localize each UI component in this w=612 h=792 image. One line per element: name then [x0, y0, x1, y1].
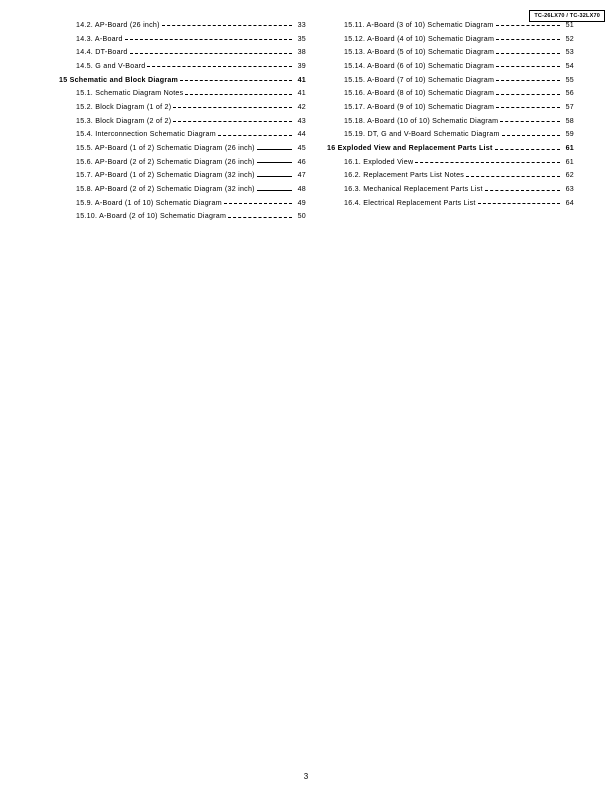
toc-leader-line: [228, 217, 292, 218]
toc-entry-title: [76, 212, 226, 220]
toc-entry-title: [76, 48, 128, 56]
toc-entry[interactable]: [326, 128, 574, 142]
toc-entry-text: A-Board (8 of 10) Schematic Diagram: [367, 89, 495, 98]
toc-leader-line: [495, 149, 560, 150]
toc-entry-number: 15.2.: [76, 102, 94, 111]
toc-entry[interactable]: [58, 182, 306, 196]
toc-leader-line: [496, 94, 560, 95]
toc-entry-number: 15.5.: [76, 144, 94, 153]
toc-entry[interactable]: [326, 169, 574, 183]
toc-entry-number: 15.7.: [76, 171, 94, 180]
toc-entry-text: Electrical Replacement Parts List: [363, 198, 476, 207]
toc-entry-number: 15.10.: [76, 212, 98, 221]
toc-entry[interactable]: [326, 100, 574, 114]
toc-entry-text: A-Board: [94, 34, 123, 43]
toc-entry[interactable]: [58, 114, 306, 128]
toc-page-number: 51: [565, 20, 574, 29]
toc-entry[interactable]: [326, 155, 574, 169]
toc-entry-number: 15.9.: [76, 198, 94, 207]
toc-entry[interactable]: [326, 18, 574, 32]
toc-entry[interactable]: [58, 128, 306, 142]
toc-leader-line: [257, 176, 292, 177]
toc-page-number: 62: [565, 171, 574, 180]
toc-entry-text: Replacement Parts List Notes: [363, 171, 465, 180]
toc-page-number: 55: [565, 75, 574, 84]
toc-entry-number: 15.11.: [344, 20, 365, 29]
toc-column-left: [58, 18, 306, 223]
toc-page-number: 41: [297, 89, 306, 98]
toc-entry[interactable]: [58, 196, 306, 210]
toc-entry-number: 15.19.: [344, 130, 366, 139]
toc-leader-line: [224, 203, 292, 204]
toc-page-number: 50: [297, 212, 306, 221]
toc-page-number: 41: [297, 75, 306, 84]
toc-entry-text: AP-Board (2 of 2) Schematic Diagram (26 inch): [94, 157, 255, 166]
toc-entry-number: 15.17.: [344, 102, 366, 111]
toc-entry-text: AP-Board (2 of 2) Schematic Diagram (32 inch): [94, 185, 255, 194]
toc-entry-number: 16: [327, 144, 336, 153]
toc-entry-text: A-Board (2 of 10) Schematic Diagram: [99, 212, 227, 221]
toc-entry[interactable]: [58, 18, 306, 32]
toc-leader-line: [125, 39, 292, 40]
toc-entry-title: [76, 62, 145, 70]
toc-page-number: 43: [297, 116, 306, 125]
toc-leader-line: [496, 80, 560, 81]
toc-entry[interactable]: [58, 45, 306, 59]
toc-entry-text: Block Diagram (2 of 2): [95, 116, 172, 125]
toc-entry-text: AP-Board (26 inch): [94, 20, 160, 29]
toc-entry[interactable]: [58, 86, 306, 100]
toc-entry-text: Interconnection Schematic Diagram: [95, 130, 216, 139]
toc-entry[interactable]: [326, 86, 574, 100]
toc-leader-line: [496, 66, 560, 67]
toc-entry-title: [76, 171, 255, 179]
toc-leader-line: [173, 107, 292, 108]
toc-leader-line: [180, 80, 292, 81]
toc-entry-number: 16.2.: [344, 171, 362, 180]
toc-page-number: 54: [565, 61, 574, 70]
toc-page-number: 35: [297, 34, 306, 43]
toc-entry-number: 14.5.: [76, 61, 94, 70]
toc-entry[interactable]: [58, 210, 306, 224]
toc-entry[interactable]: [326, 114, 574, 128]
toc-entry-number: 15.15.: [344, 75, 366, 84]
toc-entry[interactable]: [58, 59, 306, 73]
toc-chapter-entry[interactable]: [326, 141, 574, 155]
toc-page-number: 61: [565, 157, 574, 166]
toc-leader-line: [185, 94, 292, 95]
toc-entry-text: Schematic and Block Diagram: [69, 75, 179, 84]
toc-entry-number: 14.3.: [76, 34, 94, 43]
toc-entry-text: A-Board (1 of 10) Schematic Diagram: [94, 198, 222, 207]
toc-page-number: 58: [565, 116, 574, 125]
toc-page-number: 38: [297, 48, 306, 57]
toc-entry-title: [76, 103, 171, 111]
toc-entry-text: AP-Board (1 of 2) Schematic Diagram (32 inch): [94, 171, 255, 180]
toc-entry-number: 16.3.: [344, 185, 362, 194]
toc-entry-title: [76, 158, 255, 166]
toc-leader-line: [485, 190, 560, 191]
toc-page-number: 63: [565, 185, 574, 194]
toc-entry-number: 15.12.: [344, 34, 366, 43]
toc-page-number: 47: [297, 171, 306, 180]
toc-entry-number: 15: [59, 75, 68, 84]
toc-entry-number: 14.2.: [76, 20, 94, 29]
toc-entry-number: 14.4.: [76, 48, 94, 57]
toc-page-number: 49: [297, 198, 306, 207]
toc-entry-text: Exploded View: [363, 157, 414, 166]
toc-page-number: 45: [297, 144, 306, 153]
toc-entry-title: [344, 48, 494, 56]
toc-chapter-entry[interactable]: [58, 73, 306, 87]
toc-entry-title: [344, 171, 464, 179]
toc-leader-line: [257, 149, 292, 150]
toc-leader-line: [466, 176, 560, 177]
toc-entry-text: DT, G and V-Board Schematic Diagram: [367, 130, 500, 139]
toc-leader-line: [130, 53, 292, 54]
toc-entry-title: [344, 130, 500, 138]
toc-entry-title: [344, 21, 494, 29]
toc-entry-title: [344, 62, 494, 70]
toc-page-number: 52: [565, 34, 574, 43]
toc-entry[interactable]: [58, 141, 306, 155]
toc-leader-line: [415, 162, 560, 163]
toc-leader-line: [478, 203, 560, 204]
toc-leader-line: [257, 162, 292, 163]
toc-page-number: 64: [565, 198, 574, 207]
toc-entry-text: Exploded View and Replacement Parts List: [337, 144, 493, 153]
toc-page-number: 57: [565, 102, 574, 111]
toc-page-number: 42: [297, 102, 306, 111]
toc-entry[interactable]: [326, 73, 574, 87]
toc-entry[interactable]: [326, 196, 574, 210]
toc-entry[interactable]: [326, 32, 574, 46]
toc-entry-title: [344, 199, 476, 207]
toc-entry-title: [76, 199, 222, 207]
toc-entry-number: 15.16.: [344, 89, 366, 98]
toc-page-number: 53: [565, 48, 574, 57]
toc-entry[interactable]: [326, 59, 574, 73]
toc-entry-title: [76, 117, 171, 125]
toc-entry-title: [76, 130, 216, 138]
toc-entry-text: Schematic Diagram Notes: [95, 89, 184, 98]
toc-column-right: [326, 18, 574, 210]
toc-entry-number: 16.1.: [344, 157, 362, 166]
toc-entry-number: 15.8.: [76, 185, 94, 194]
toc-page-number: 59: [565, 130, 574, 139]
toc-entry-text: A-Board (6 of 10) Schematic Diagram: [367, 61, 495, 70]
toc-entry-title: [344, 35, 494, 43]
toc-entry-number: 15.14.: [344, 61, 366, 70]
toc-entry-number: 15.3.: [76, 116, 94, 125]
toc-entry-text: DT-Board: [95, 48, 128, 57]
toc-entry-title: [76, 35, 123, 43]
toc-leader-line: [218, 135, 292, 136]
toc-entry-title: [59, 76, 178, 84]
toc-entry-title: [344, 89, 494, 97]
toc-entry[interactable]: [326, 45, 574, 59]
toc-page-number: 33: [297, 20, 306, 29]
toc-page-number: 61: [565, 144, 574, 153]
toc-entry-text: A-Board (10 of 10) Schematic Diagram: [367, 116, 499, 125]
toc-entry-number: 16.4.: [344, 198, 362, 207]
toc-entry-title: [344, 185, 483, 193]
toc-entry-title: [76, 185, 255, 193]
toc-leader-line: [496, 39, 560, 40]
toc-entry[interactable]: [58, 155, 306, 169]
toc-entry-title: [344, 103, 494, 111]
toc-entry-text: A-Board (4 of 10) Schematic Diagram: [367, 34, 495, 43]
toc-entry-number: 15.6.: [76, 157, 94, 166]
toc-entry-title: [76, 89, 183, 97]
toc-entry-title: [344, 158, 413, 166]
toc-leader-line: [162, 25, 292, 26]
page-number: 3: [303, 772, 309, 781]
toc-entry-text: AP-Board (1 of 2) Schematic Diagram (26 inch): [94, 144, 255, 153]
toc-entry[interactable]: [58, 100, 306, 114]
toc-leader-line: [500, 121, 560, 122]
toc-entry[interactable]: [58, 32, 306, 46]
toc-leader-line: [257, 190, 292, 191]
toc-entry-text: Block Diagram (1 of 2): [95, 102, 172, 111]
toc-entry-title: [344, 117, 498, 125]
toc-entry-title: [344, 76, 494, 84]
toc-entry-title: [76, 144, 255, 152]
toc-page-number: 44: [297, 130, 306, 139]
toc-leader-line: [502, 135, 560, 136]
toc-page-number: 46: [297, 157, 306, 166]
toc-leader-line: [496, 107, 560, 108]
toc-entry-number: 15.4.: [76, 130, 94, 139]
toc-leader-line: [173, 121, 292, 122]
toc-entry-number: 15.18.: [344, 116, 366, 125]
toc-entry-number: 15.13.: [344, 48, 366, 57]
toc-leader-line: [496, 53, 560, 54]
toc-entry-text: A-Board (7 of 10) Schematic Diagram: [367, 75, 495, 84]
toc-entry-text: A-Board (3 of 10) Schematic Diagram: [366, 20, 494, 29]
toc-leader-line: [496, 25, 560, 26]
toc-entry-text: A-Board (9 of 10) Schematic Diagram: [367, 102, 495, 111]
toc-entry-text: Mechanical Replacement Parts List: [363, 185, 483, 194]
toc-entry-title: [327, 144, 493, 152]
toc-entry[interactable]: [326, 182, 574, 196]
toc-entry[interactable]: [58, 169, 306, 183]
toc-entry-number: 15.1.: [76, 89, 94, 98]
toc-entry-title: [76, 21, 160, 29]
toc-page-number: 56: [565, 89, 574, 98]
toc-entry-text: G and V-Board: [95, 61, 146, 70]
toc-leader-line: [147, 66, 292, 67]
toc-page-number: 39: [297, 61, 306, 70]
toc-entry-text: A-Board (5 of 10) Schematic Diagram: [367, 48, 495, 57]
model-number: TC-26LX70 / TC-32LX70: [534, 13, 600, 19]
toc-page-number: 48: [297, 185, 306, 194]
